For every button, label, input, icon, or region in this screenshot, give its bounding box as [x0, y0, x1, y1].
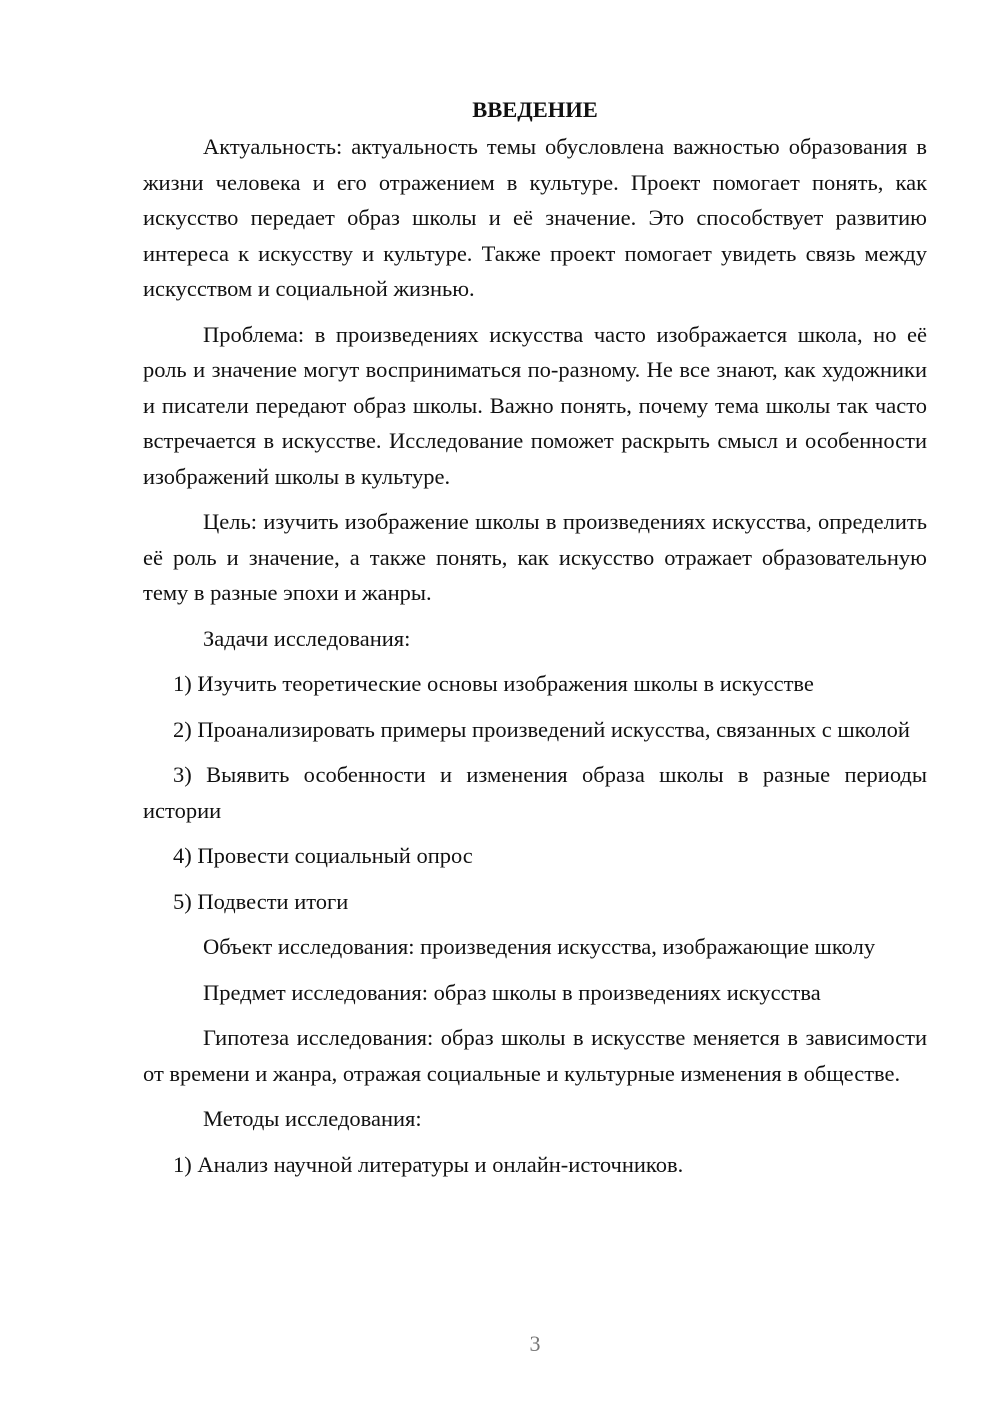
document-body	[143, 95, 927, 1192]
object-paragraph: Объект исследования: произведения искусства, изображающие школу	[203, 934, 876, 959]
relevance-paragraph: Актуальность: актуальность темы обусловлена важностью образования в жизни человека и его отражением в культуре. Проект помогает понять, как искусство передает образ школы и её значение. Это способствует развитию интереса к искусству и культуре. Также проект помогает увидеть связь между искусством и социальной жизнью.	[143, 134, 927, 301]
problem-paragraph: Проблема: в произведениях искусства часто изображается школа, но её роль и значение могут восприниматься по-разному. Не все знают, как художники и писатели передают образ школы. Важно понять, почему тема школы так часто встречается в искусстве. Исследование поможет раскрыть смысл и особенности изображений школы в культуре.	[143, 321, 927, 489]
hypothesis-paragraph: Гипотеза исследования: образ школы в искусстве меняется в зависимости от времени и жанра, отражая социальные и культурные изменения в обществе.	[143, 1025, 927, 1086]
page-title: ВВЕДЕНИЕ	[472, 97, 598, 122]
methods-heading: Методы исследования:	[203, 1106, 422, 1131]
task-item-2: 2) Проанализировать примеры произведений искусства, связанных с школой	[173, 716, 910, 742]
method-item-1: 1) Анализ научной литературы и онлайн-источников.	[173, 1151, 684, 1177]
task-item-4: 4) Провести социальный опрос	[173, 843, 473, 868]
task-item-1: 1) Изучить теоретические основы изображения школы в искусстве	[173, 671, 814, 696]
goal-paragraph: Цель: изучить изображение школы в произведениях искусства, определить её роль и значение, а также понять, как искусство отражает образовательную тему в разные эпохи и жанры.	[143, 509, 927, 605]
tasks-heading: Задачи исследования:	[203, 625, 411, 651]
task-item-5: 5) Подвести итоги	[173, 888, 349, 914]
task-item-3: 3) Выявить особенности и изменения образа школы в разные периоды истории	[143, 762, 927, 823]
subject-paragraph: Предмет исследования: образ школы в произведениях искусства	[203, 979, 821, 1005]
page-number: 3	[529, 1331, 541, 1356]
